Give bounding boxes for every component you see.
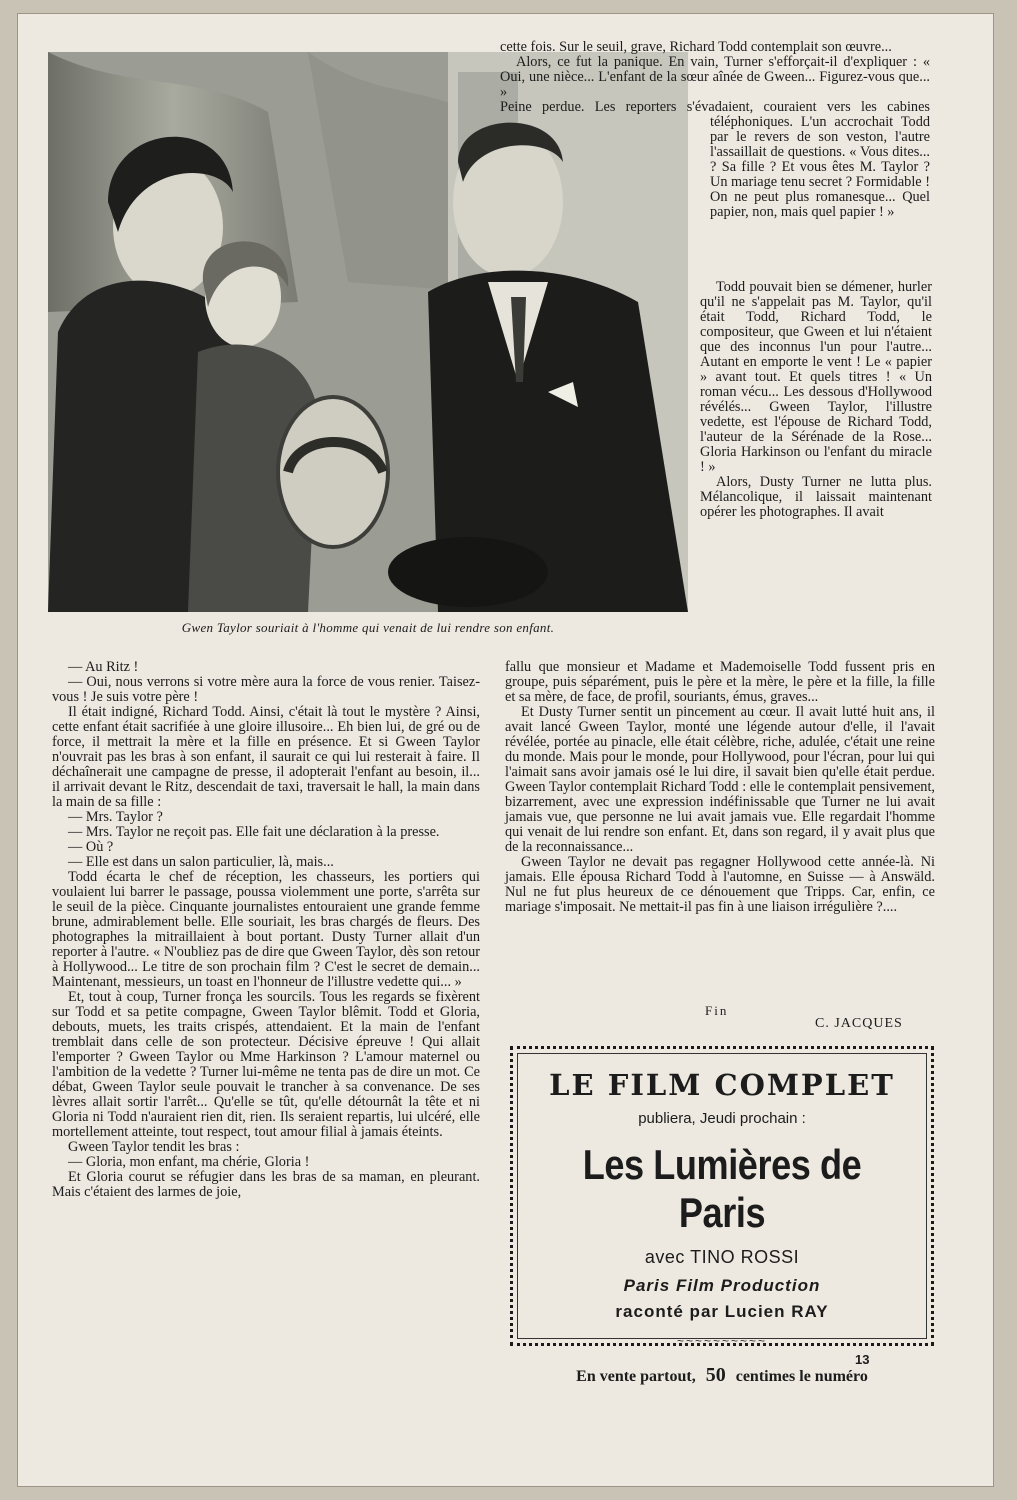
paragraph: Il était indigné, Richard Todd. Ainsi, c'était là tout le mystère ? Ainsi, cette enfant était sacrifiée à une gloire illusoire... Eh bien lui, de gré ou de force, il mettrait la mère et la fille en présence. Et si Gween Taylor n'ouvrait pas les bras à son enfant, il saurait ce qui lui resterait à faire. Il déchaînerait une campagne de presse, il adopterait l'enfant au besoin, il... il arrivait devant le Ritz, descendait de taxi, traversait le hall, la main dans la main de sa fille :	[52, 704, 480, 810]
author-name: C. JACQUES	[815, 1016, 903, 1031]
end-marker: Fin	[705, 1003, 729, 1018]
paragraph: fallu que monsieur et Madame et Mademoiselle Todd fussent pris en groupe, puis séparément, puis le père et la mère, le père et la fille, la fille et sa mère, de face, de profil, souriants, émus, graves...	[505, 659, 935, 705]
article-column-right-bottom	[505, 660, 935, 915]
article-column-left	[52, 660, 480, 1200]
paragraph: — Où ?	[68, 839, 114, 855]
paragraph: — Mrs. Taylor ?	[68, 809, 163, 825]
paragraph: Alors, ce fut la panique. En vain, Turner s'efforçait-il d'expliquer : « Oui, une nièce... L'enfant de la sœur aînée de Gween... Figurez-vous que... »	[500, 54, 930, 100]
paragraph: Todd pouvait bien se démener, hurler qu'il ne s'appelait pas M. Taylor, qu'il était Todd, Richard Todd, le compositeur, que Gween et lui n'étaient que des inconnus l'un pour l'autre... Autant en emporte le vent ! Le « papier » avant tout. Et quels titres ! « Un roman vécu... Les dessous d'Hollywood révélés... Gween Taylor, l'illustre vedette, est l'épouse de Richard Todd, l'auteur de la Sérénade de la Rose... Gloria Harkinson ou l'enfant du miracle ! »	[700, 279, 932, 475]
paragraph: cette fois. Sur le seuil, grave, Richard Todd contemplait son œuvre...	[500, 39, 892, 55]
ad-title: LE FILM COMPLET	[549, 1068, 895, 1102]
paragraph: — Mrs. Taylor ne reçoit pas. Elle fait une déclaration à la presse.	[68, 824, 440, 840]
paragraph: Alors, Dusty Turner ne lutta plus. Mélancolique, il laissait maintenant opérer les photographes. Il avait	[700, 474, 932, 520]
ad-price-value: 50	[705, 1364, 726, 1386]
paragraph: Et Dusty Turner sentit un pincement au cœur. Il avait lutté huit ans, il avait lancé Gween Taylor, monté une légende autour d'elle, il l'avait révélée, portée au pinacle, elle était célèbre, riche, adulée, c'était une reine du monde. Mais pour le monde, pour Hollywood, pour l'écran, pour lui qui l'aimait sans avoir jamais osé le lui dire, il savait bien qu'elle était perdue. Gween Taylor contemplait Richard Todd : elle le contemplait pensivement, bizarrement, avec une expression indéfinissable que Turner ne lui avait jamais vue, que personne ne lui avait jamais vue. Elle regardait l'homme qui venait de lui rendre son enfant. Et, dans son regard, il y avait plus que de la reconnaissance...	[505, 704, 935, 855]
article-column-right-top	[500, 40, 930, 220]
ad-production: Paris Film Production	[623, 1276, 821, 1295]
paragraph: Et Gloria courut se réfugier dans les bras de sa maman, en pleurant. Mais c'étaient des larmes de joie,	[52, 1169, 480, 1200]
article-column-right-narrow	[700, 280, 932, 520]
ornament-divider: ~~~~~~~~~~	[676, 1334, 768, 1348]
paragraph: Gween Taylor ne devait pas regagner Hollywood cette année-là. Ni jamais. Elle épousa Richard Todd à l'automne, en Suisse — à Answäld. Nul ne fut plus heureux de ce dénouement que Tripps. Car, enfin, ce mariage s'imposait. Ne mettait-il pas fin à une liaison irrégulière ?....	[505, 854, 935, 915]
paragraph: Peine perdue. Les reporters s'évadaient, couraient vers les cabines téléphoniques. L'un accrochait Todd par le revers de son veston, l'autre l'assaillait de questions. « Vous dites... ? Sa fille ? Et vous êtes M. Taylor ? Un mariage tenu secret ? Formidable ! On ne peut plus romanesque... Quel papier, non, mais quel papier ! »	[500, 99, 930, 220]
ad-price-prefix: En vente partout,	[576, 1368, 696, 1385]
paragraph: — Gloria, mon enfant, ma chérie, Gloria !	[68, 1154, 310, 1170]
ad-price-line	[518, 1364, 926, 1387]
ad-told-by: raconté par Lucien RAY	[615, 1302, 829, 1321]
page-number: 13	[855, 1352, 870, 1367]
ad-starring: avec TINO ROSSI	[644, 1247, 800, 1267]
paragraph: Et, tout à coup, Turner fronça les sourcils. Tous les regards se fixèrent sur Todd et sa petite compagne, Gween Taylor blêmit. Todd et Gloria, debouts, muets, les traits crispés, attendaient. Et la main de l'enfant tremblait dans celle de son protecteur. Décisive épreuve ! Qui allait l'emporter ? Gween Taylor ou Mme Harkinson ? L'amour maternel ou l'ambition de la vedette ? Turner lui-même ne tenta pas de dire un mot. Ce débat, Gween Taylor seule pouvait le trancher à sa convenance. De ses lèvres allait sortir l'arrêt... Qu'elle se tût, qu'elle détournât la tête et ni Gloria ni Todd n'auraient rien dit, rien. Ils seraient repartis, lui ulcéré, elle mortellement atteinte, tout respect, tout amour filial à jamais éteints.	[52, 989, 480, 1140]
paragraph: Todd écarta le chef de réception, les chasseurs, les portiers qui voulaient lui barrer le passage, poussa violemment une porte, s'arrêta sur le seuil de la pièce. Cinquante journalistes entouraient une grande femme brune, admirablement belle. Elle souriait, les bras chargés de fleurs. Des photographes la mitraillaient à bout portant. Dusty Turner allait d'un reporter à l'autre. « N'oubliez pas de dire que Gween Taylor, dès son retour à Hollywood... Le titre de son prochain film ? C'est le secret de demain... Maintenant, messieurs, un toast en l'honneur de l'illustre vedette qui... »	[52, 869, 480, 990]
paragraph: — Au Ritz !	[68, 659, 139, 675]
paragraph: — Oui, nous verrons si votre mère aura la force de vous renier. Taisez-vous ! Je suis votre père !	[52, 674, 480, 705]
ad-price-suffix: centimes le numéro	[735, 1368, 868, 1385]
paragraph: — Elle est dans un salon particulier, là, mais...	[68, 854, 334, 870]
ad-movie-title: Les Lumières de Paris	[582, 1141, 862, 1236]
ad-subtitle: publiera, Jeudi prochain :	[638, 1110, 806, 1127]
paragraph: Gween Taylor tendit les bras :	[68, 1139, 240, 1155]
photo-caption: Gwen Taylor souriait à l'homme qui venait de lui rendre son enfant.	[181, 620, 555, 635]
